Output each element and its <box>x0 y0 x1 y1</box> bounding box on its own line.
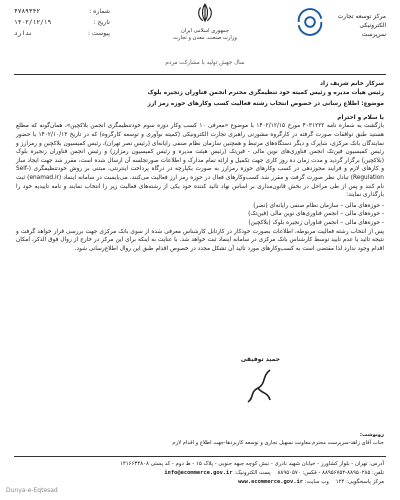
footer-contact <box>16 469 384 478</box>
recipient: سرکار خانم شریف زاد <box>319 81 384 87</box>
number-row <box>14 6 110 17</box>
ecommerce-center-logo-icon <box>294 6 326 38</box>
year-motto: سال جهش تولید با مشارکت مردم <box>165 60 245 66</box>
organization-block <box>294 4 386 64</box>
cc-label: رونوشت: <box>359 432 384 438</box>
footer <box>16 460 384 487</box>
government-heading <box>140 2 270 72</box>
organization-name: مرکز توسعه تجارت الکترونیکی <box>337 13 386 29</box>
footer-website[interactable]: www.ecommerce.gov.ir <box>238 479 304 485</box>
footer-shortcode: مرکز پاسخگویی: ۱۲۴ <box>335 479 384 485</box>
paragraph-1: بازگشت به شماره نامه ۴۰۳۱۲۲۲ مورخ ۱۴۰۲/۱۲/۱۵ با موضوع «معرفی ۱۰ کسب وکار دوره سوم خودتنظیمگری انجمن بلاکچین»، همان‌گونه که مطلع هستید طبق توافقات صورت گرفته در کارگروه مشورتی راهبری تجارت الکترونیکی (کمیته نوآوری و توسعه کارگروه) که در تاریخ ۱۴۰۲/۱۰/۱۳ با حضور نمایندگان بانک مرکزی، شاپرک و دیگر دستگاه‌های مرتبط و همچنین سازمان نظام صنفی رایانه‌ای (رئیس نصر تهران)، رئیس کمیسیون بلاکچین و رمزارز و رئیس کمیسیون فین‌تک انجمن فناوری‌های نوین مالی - فین‌تک (رئیس هیئت مدیره و رئیس کمیسیون رمزارز) و رئیس انجمن فناوران زنجیره بلوک (بلاکچین) برگزار گردید و مدت زمان ده روز کاری جهت تکمیل و ارائه تمام مدارک و اطلاعات صورتجلسه آن ارسال شده است، مقرر شد جهت ایجاد ساز و کارهای لازم و فرایند مجوزدهی در کسب وکارهای حوزه رمزارز به صورت یکپارچه در درگاه پرداخت اینترنتی، مبتنی بر روش خودتنظیمگری (Self-Regulation) تبادل نظر صورت گرفت و مقرر شد کسب‌وکارهای فعال در حوزه رمز ارز فعالیت می‌کنند، می‌بایست در سامانه اینماد (enamad.ir) ثبت نام کنند و پس از طی مراحل در بخش قانون‌مداری بر اساس نهاد تائید کننده خود یکی از رشته‌های فعالیت زیر را انتخاب نمایند و نامه تاییدیه خود را بارگذاری نمایند: <box>16 123 384 199</box>
ministry-name: وزارت صنعت، معدن و تجارت <box>173 35 237 41</box>
footer-web-row <box>16 478 384 487</box>
attachment-value: ندارد <box>14 30 33 37</box>
footer-address: آدرس: تهران - بلوار کشاورز - خیابان شهید نادری - نبش کوچه جبهه جنوبی - پلاک ۱۵ - ط دوم - کد پستی ۱۴۱۶۶۳۴۸۰۸ <box>119 461 384 467</box>
footer-email-label: پست الکترونیک: <box>234 470 271 476</box>
handwritten-signature-icon <box>240 366 280 406</box>
letter-meta <box>14 6 110 39</box>
greeting: با سلام و احترام <box>337 114 384 121</box>
date-value: ۱۴۰۲/۱۲/۱۹ <box>14 19 52 26</box>
date-row <box>14 17 110 28</box>
carbon-copy <box>16 432 384 447</box>
organization-text <box>326 12 386 39</box>
date-label: تاریخ : <box>93 19 110 26</box>
footer-phones: تلفن: ۸۸۹۵۰۲۸۵-۸۸۹۵۶۷۵۴ - فکس: ۸۸۹۵۰۵۷۰ <box>277 470 384 476</box>
ministry-line: جمهوری اسلامی ایران <box>180 28 230 34</box>
watermark: Dunya-e-Eqtesad <box>6 487 58 494</box>
cc-text: جناب آقای زاهد-سرپرست محترم معاونت تسهیل تجاری و توسعه کاربردها-جهت اطلاع و اقدام لازم <box>172 439 384 446</box>
signature-block <box>210 356 280 409</box>
recipient-title: رئیس هیأت مدیره و رئیس کمیته خود تنظیمگری محترم انجمن فناوران زنجیره بلوک <box>147 89 384 96</box>
attachment-row <box>14 28 110 39</box>
iran-emblem-icon <box>194 2 216 24</box>
signatory-name: حمید توفیقی <box>240 356 280 363</box>
number-value: ۴۷۸۹۳۴۲ <box>14 8 41 15</box>
header-divider <box>14 74 386 75</box>
footer-email[interactable]: info@ecommerce.gov.ir <box>164 470 233 476</box>
attachment-label: پیوست : <box>87 30 110 37</box>
activity-item: - حوزه‌های مالی – سازمان نظام صنفی رایانه‌ای (نصر) <box>253 202 384 209</box>
activity-item: - حوزه‌های مالی – انجمن فناوری‌های نوین مالی (فین‌تک) <box>248 211 384 218</box>
number-label: شماره : <box>89 8 110 15</box>
activity-item: - حوزه‌های مالی – انجمن فناوران زنجیره بلوک (بلاکچین) <box>248 219 384 226</box>
activity-list <box>16 202 384 228</box>
subject: موضوع: اطلاع رسانی در خصوص انتخاب رشته فعالیت کسب وکارهای حوزه رمز ارز <box>147 101 384 108</box>
letter-body <box>16 80 384 253</box>
footer-website-label: وب سایت: <box>304 479 329 485</box>
organization-subtitle: سرپرست <box>361 31 386 38</box>
footer-divider <box>14 456 386 457</box>
letterhead <box>0 0 400 74</box>
paragraph-2: پس از انتخاب رشته فعالیت مربوطه، اطلاعات بصورت خودکار در کارتابل کارشناس معرفی شده از سوی بانک مرکزی جهت بررسی قرار خواهد گرفت و نتیجه تائید یا عدم تایید توسط کارشناس بانک مرکزی در سامانه اینماد ثبت خواهد شد. با عنایت به اینکه برای این مرکز در خارج از روال فوق الذکر، امکان اقدام وجود ندارد لذا مقتضی است به کسب‌وکارهای مورد تائید آن تشکل مجدد در خصوص اقدام طبق این روال اطلاع‌رسانی شود. <box>16 228 384 252</box>
